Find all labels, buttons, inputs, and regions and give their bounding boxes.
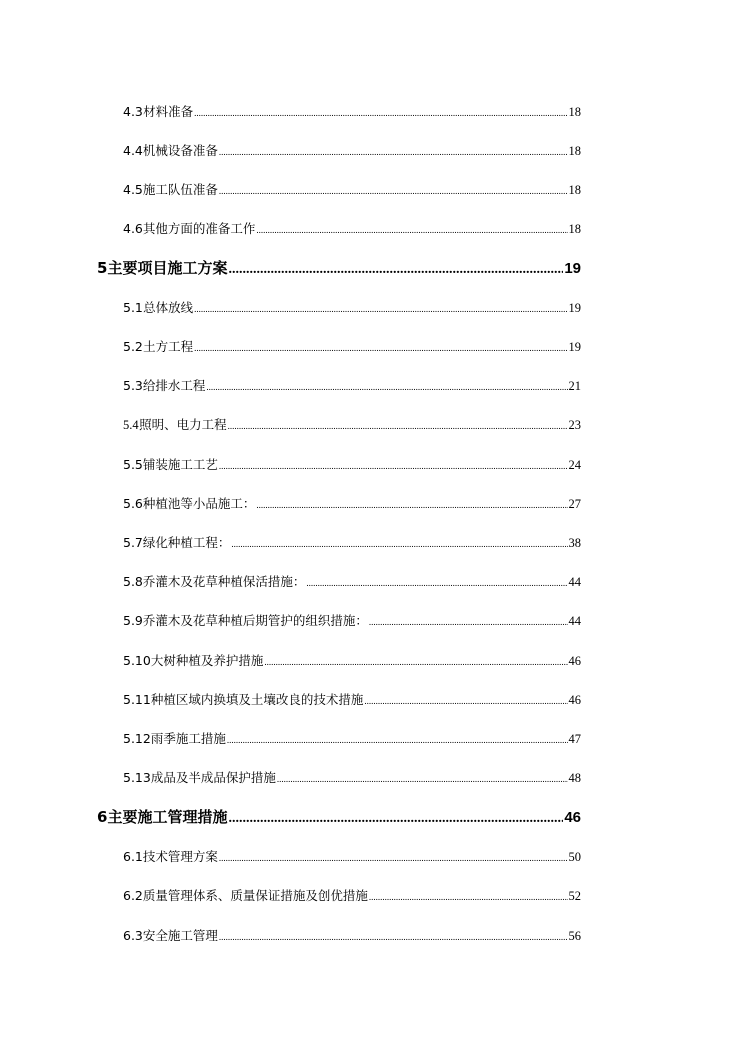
toc-entry-page: 50: [568, 850, 581, 864]
toc-chapter-5[interactable]: [97, 257, 581, 278]
dot-leader: [231, 539, 567, 549]
toc-entry-number: 5.7: [123, 535, 143, 550]
toc-entry-page: 47: [568, 732, 581, 746]
toc-entry-page: 44: [568, 614, 581, 628]
toc-entry-6-1[interactable]: [123, 847, 581, 865]
toc-entry-5-11[interactable]: [123, 690, 581, 708]
toc-chapter-number: 6: [97, 808, 108, 826]
dot-leader: [219, 932, 568, 942]
toc-entry-title: 安全施工管理: [142, 928, 218, 943]
toc-entry-5-10[interactable]: [123, 651, 581, 669]
toc-entry-page: 27: [568, 497, 581, 511]
toc-entry-number: 5.3: [123, 378, 143, 393]
dot-leader: [227, 735, 568, 745]
toc-entry-5-8[interactable]: [123, 572, 581, 590]
dot-leader: [369, 617, 568, 627]
toc-entry-title: 机械设备准备: [142, 143, 218, 158]
toc-entry-title: 乔灌木及花草种植保活措施：: [142, 574, 306, 589]
dot-leader: [369, 892, 568, 902]
toc-entry-number: 6.3: [123, 928, 143, 943]
toc-entry-page: 48: [568, 771, 581, 785]
toc-entry-6-3[interactable]: [123, 926, 581, 944]
toc-entry-title: 照明、电力工程: [139, 417, 227, 432]
toc-entry-5-2[interactable]: [123, 337, 581, 355]
toc-entry-title: 质量管理体系、质量保证措施及创优措施: [142, 888, 368, 903]
toc-entry-number: 5.1: [123, 300, 143, 315]
toc-entry-number: 5.9: [123, 613, 143, 628]
toc-entry-number: 4.3: [123, 104, 143, 119]
toc-entry-page: 18: [568, 105, 581, 119]
toc-entry-4-5[interactable]: [123, 180, 581, 198]
dot-leader: [228, 262, 563, 278]
toc-entry-number: 5.4: [123, 418, 139, 432]
toc-entry-4-6[interactable]: [123, 219, 581, 237]
toc-entry-page: 19: [568, 340, 581, 354]
toc-entry-number: 5.8: [123, 574, 143, 589]
toc-entry-title: 雨季施工措施: [150, 731, 226, 746]
toc-entry-5-9[interactable]: [123, 611, 581, 629]
dot-leader: [306, 578, 567, 588]
toc-entry-title: 施工队伍准备: [142, 182, 218, 197]
toc-entry-title: 成品及半成品保护措施: [150, 770, 276, 785]
toc-entry-4-3[interactable]: [123, 102, 581, 120]
toc-chapter-title: 主要项目施工方案: [107, 259, 228, 277]
toc-entry-6-2[interactable]: [123, 886, 581, 904]
toc-entry-page: 46: [568, 654, 581, 668]
toc-entry-title: 种植池等小品施工：: [142, 496, 256, 511]
toc-entry-title: 铺装施工工艺: [142, 457, 218, 472]
dot-leader: [194, 343, 567, 353]
toc-chapter-title: 主要施工管理措施: [107, 808, 228, 826]
dot-leader: [219, 461, 568, 471]
toc-entry-page: 38: [568, 536, 581, 550]
toc-entry-5-7[interactable]: [123, 533, 581, 551]
toc-chapter-6[interactable]: [97, 806, 581, 827]
toc-entry-number: 5.12: [123, 731, 151, 746]
toc-entry-number: 4.5: [123, 182, 143, 197]
toc-entry-title: 材料准备: [143, 104, 194, 119]
toc-entry-title: 乔灌木及花草种植后期管护的组织措施：: [142, 613, 368, 628]
toc-entry-number: 4.6: [123, 221, 143, 236]
toc-entry-5-13[interactable]: [123, 768, 581, 786]
toc-entry-page: 18: [568, 144, 581, 158]
toc-entry-page: 46: [568, 693, 581, 707]
toc-chapter-page: 19: [564, 260, 581, 277]
toc-entry-page: 18: [568, 183, 581, 197]
toc-entry-4-4[interactable]: [123, 141, 581, 159]
toc-chapter-page: 46: [564, 809, 581, 826]
toc-entry-page: 18: [568, 222, 581, 236]
dot-leader: [256, 500, 567, 510]
toc-entry-5-5[interactable]: [123, 455, 581, 473]
toc-entry-title: 其他方面的准备工作: [142, 221, 256, 236]
toc-entry-page: 44: [568, 575, 581, 589]
toc-entry-page: 23: [568, 418, 581, 432]
toc-entry-5-6[interactable]: [123, 494, 581, 512]
dot-leader: [219, 853, 568, 863]
toc-entry-page: 21: [568, 379, 581, 393]
dot-leader: [264, 657, 567, 667]
dot-leader: [194, 304, 567, 314]
toc-entry-title: 给排水工程: [142, 378, 206, 393]
toc-chapter-number: 5: [97, 259, 108, 277]
toc-entry-number: 6.2: [123, 888, 143, 903]
toc-entry-title: 技术管理方案: [142, 849, 218, 864]
toc-entry-5-1[interactable]: [123, 298, 581, 316]
toc-entry-number: 5.5: [123, 457, 143, 472]
toc-entry-number: 6.1: [123, 849, 143, 864]
toc-entry-page: 56: [568, 929, 581, 943]
toc-entry-number: 5.6: [123, 496, 143, 511]
dot-leader: [194, 108, 567, 118]
dot-leader: [256, 225, 567, 235]
toc-entry-5-3[interactable]: [123, 376, 581, 394]
toc-entry-title: 土方工程: [143, 339, 194, 354]
dot-leader: [228, 421, 568, 431]
toc-entry-number: 5.2: [123, 339, 143, 354]
dot-leader: [219, 147, 568, 157]
dot-leader: [364, 696, 567, 706]
toc-entry-5-12[interactable]: [123, 729, 581, 747]
dot-leader: [228, 811, 563, 827]
toc-entry-5-4[interactable]: [123, 415, 581, 433]
toc-entry-number: 5.11: [123, 692, 151, 707]
toc-entry-title: 绿化种植工程：: [142, 535, 231, 550]
toc-entry-number: 5.13: [123, 770, 151, 785]
dot-leader: [206, 382, 567, 392]
dot-leader: [277, 774, 568, 784]
dot-leader: [219, 186, 568, 196]
toc-entry-title: 种植区域内换填及土壤改良的技术措施: [150, 692, 364, 707]
toc-entry-title: 大树种植及养护措施: [150, 653, 264, 668]
toc-entry-page: 24: [568, 458, 581, 472]
toc-entry-number: 4.4: [123, 143, 143, 158]
toc-entry-page: 19: [568, 301, 581, 315]
toc-entry-page: 52: [568, 889, 581, 903]
toc-entry-title: 总体放线: [143, 300, 194, 315]
toc-entry-number: 5.10: [123, 653, 151, 668]
